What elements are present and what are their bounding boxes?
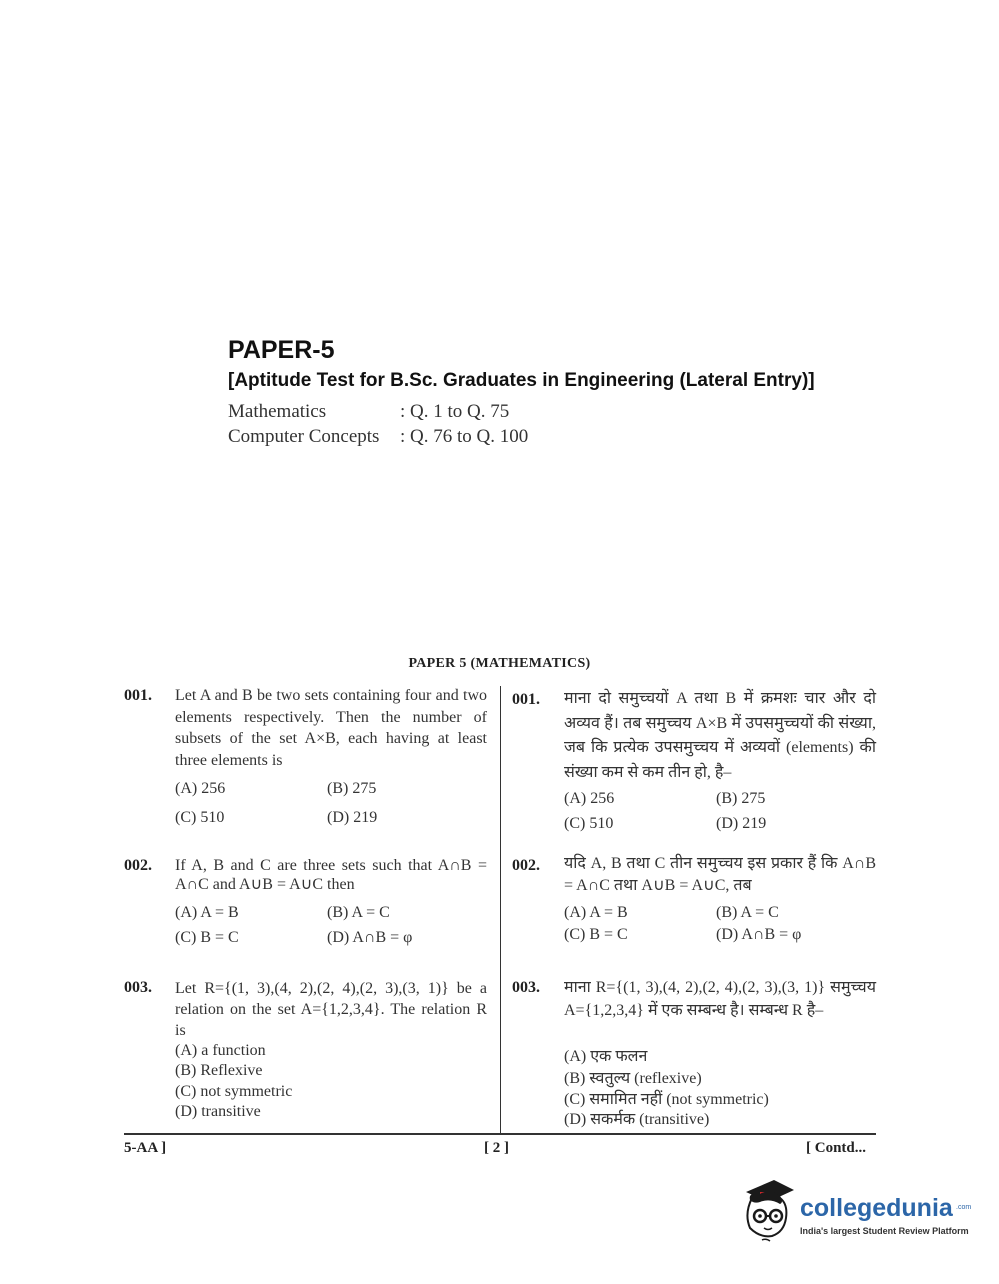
- paper-subtitle: [Aptitude Test for B.Sc. Graduates in Engineering (Lateral Entry)]: [228, 370, 815, 391]
- q3-option-d-hi: (D) सकर्मक (transitive): [564, 1111, 710, 1128]
- q2-number-hi: 002.: [512, 857, 540, 874]
- section-row-computer: [228, 426, 528, 448]
- section-heading: PAPER 5 (MATHEMATICS): [408, 656, 591, 671]
- q1-option-a: (A) 256: [175, 780, 226, 797]
- q1-number: 001.: [124, 687, 152, 704]
- q2-number: 002.: [124, 857, 152, 874]
- q1-option-d-hi: (D) 219: [716, 815, 767, 832]
- section-name: Mathematics: [228, 401, 327, 422]
- q2-text-hi: यदि A, B तथा C तीन समुच्चय इस प्रकार हैं कि A∩B = A∩C तथा A∪B = A∪C, तब: [564, 855, 876, 894]
- footer-contd: [ Contd...: [806, 1140, 867, 1156]
- section-range: : Q. 1 to Q. 75: [400, 401, 510, 422]
- q2-option-c: (C) B = C: [175, 929, 239, 946]
- q3-option-c: (C) not symmetric: [175, 1083, 293, 1100]
- logo-wordmark: collegedunia: [800, 1194, 953, 1222]
- footer-rule: [124, 1133, 876, 1135]
- q3-option-c-hi: (C) समामित नहीं (not symmetric): [564, 1091, 769, 1108]
- q1-option-b-hi: (B) 275: [716, 790, 766, 807]
- q2-option-a: (A) A = B: [175, 904, 239, 921]
- q2-option-d: (D) A∩B = φ: [327, 929, 413, 946]
- footer-code: 5-AA ]: [124, 1140, 167, 1156]
- q2-text-en: If A, B and C are three sets such that A∩B = A∩C and A∪B = A∪C then: [175, 857, 487, 893]
- q1-option-c: (C) 510: [175, 809, 225, 826]
- q3-text-en: Let R={(1, 3),(4, 2),(2, 4),(2, 3),(3, 1)} be a relation on the set A={1,2,3,4}. The relation R is: [175, 980, 487, 1039]
- q1-number-hi: 001.: [512, 691, 540, 708]
- q1-option-c-hi: (C) 510: [564, 815, 614, 832]
- q3-text-hi: माना R={(1, 3),(4, 2),(2, 4),(2, 3),(3, 1)} समुच्चय A={1,2,3,4} में एक सम्बन्ध है। सम्बन्ध R है–: [564, 979, 876, 1019]
- column-divider: [500, 686, 501, 1134]
- section-name: Computer Concepts: [228, 426, 380, 447]
- q3-option-a-hi: (A) एक फलन: [564, 1048, 648, 1065]
- q2-option-c-hi: (C) B = C: [564, 926, 628, 943]
- page-number: [ 2 ]: [484, 1140, 509, 1156]
- q1-option-b: (B) 275: [327, 780, 377, 797]
- section-range: : Q. 76 to Q. 100: [400, 426, 529, 447]
- q3-option-d: (D) transitive: [175, 1103, 261, 1120]
- q3-option-a: (A) a function: [175, 1042, 266, 1059]
- q3-option-b-hi: (B) स्वतुल्य (reflexive): [564, 1070, 702, 1087]
- q2-option-b-hi: (B) A = C: [716, 904, 779, 921]
- logo-tagline: India's largest Student Review Platform: [800, 1226, 969, 1236]
- q1-text-hi: माना दो समुच्चयों A तथा B में क्रमशः चार और दो अव्यव हैं। तब समुच्चय A×B में उपसमुच्चयों की संख्या, जब कि प्रत्येक उपसमुच्चय में अव्यवों (elements) की संख्या कम से कम तीन हो, है–: [564, 690, 876, 781]
- q3-number: 003.: [124, 979, 152, 996]
- q3-number-hi: 003.: [512, 979, 540, 996]
- q2-option-a-hi: (A) A = B: [564, 904, 628, 921]
- paper-title: PAPER-5: [228, 336, 335, 364]
- q1-text-en: Let A and B be two sets containing four and two elements respectively. Then the number of subsets of the set A×B, each having at least three elements is: [175, 687, 487, 769]
- collegedunia-mascot-icon: [740, 1178, 798, 1242]
- q1-option-a-hi: (A) 256: [564, 790, 615, 807]
- q3-option-b: (B) Reflexive: [175, 1062, 263, 1079]
- q2-option-b: (B) A = C: [327, 904, 390, 921]
- section-row-mathematics: [228, 401, 509, 423]
- q2-option-d-hi: (D) A∩B = φ: [716, 926, 802, 943]
- q1-option-d: (D) 219: [327, 809, 378, 826]
- logo-suffix: .com: [956, 1204, 972, 1211]
